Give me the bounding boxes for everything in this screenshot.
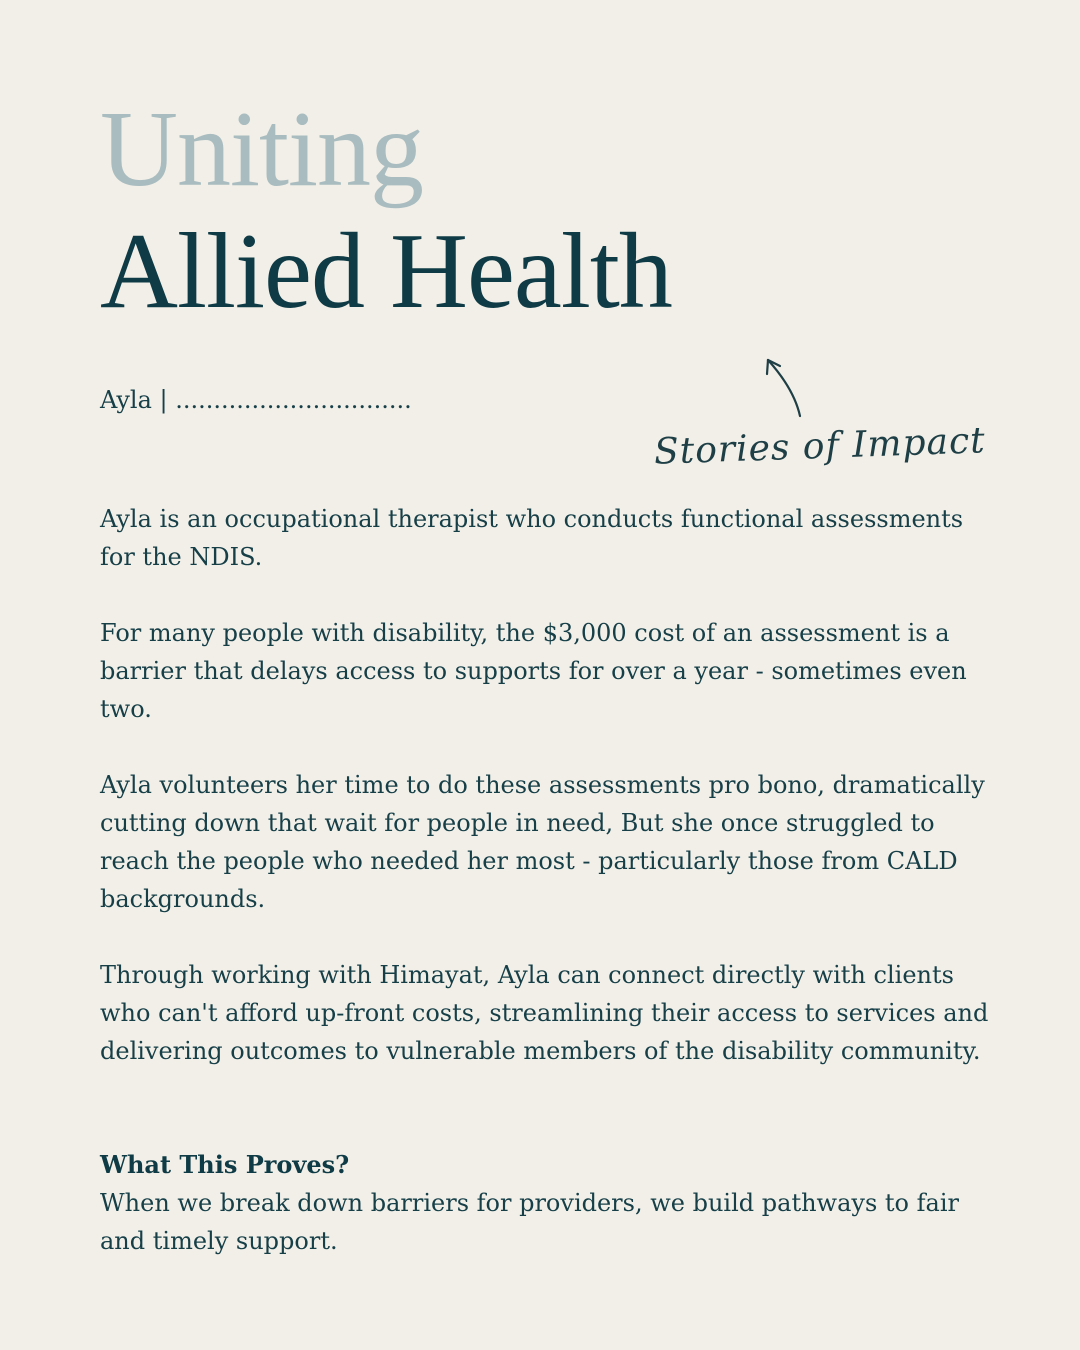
paragraph-volunteering: Ayla volunteers her time to do these assessments pro bono, dramatically cutting down that wait for people in need, But she once struggled to reach the people who needed her most - particularly those from CALD backgrounds. <box>100 771 985 913</box>
conclusion-text: When we break down barriers for providers, we build pathways to fair and timely support. <box>100 1189 959 1255</box>
page-title-line-2: Allied Health <box>100 212 672 331</box>
paragraph-cost: For many people with disability, the $3,000 cost of an assessment is a barrier that delays access to supports for over a year - sometimes even two. <box>100 619 967 723</box>
annotation-label: Stories of Impact <box>653 420 987 473</box>
page-title-line-1: Uniting <box>100 90 424 209</box>
paragraph-himayat: Through working with Himayat, Ayla can connect directly with clients who can't afford up-front costs, streamlining their access to services and delivering outcomes to vulnerable members of the disability community. <box>100 961 989 1065</box>
stories-annotation <box>640 350 987 490</box>
byline: Ayla | ............................... <box>100 386 412 414</box>
paragraph-intro: Ayla is an occupational therapist who conducts functional assessments for the NDIS. <box>100 505 964 571</box>
conclusion-heading: What This Proves? <box>100 1150 350 1179</box>
